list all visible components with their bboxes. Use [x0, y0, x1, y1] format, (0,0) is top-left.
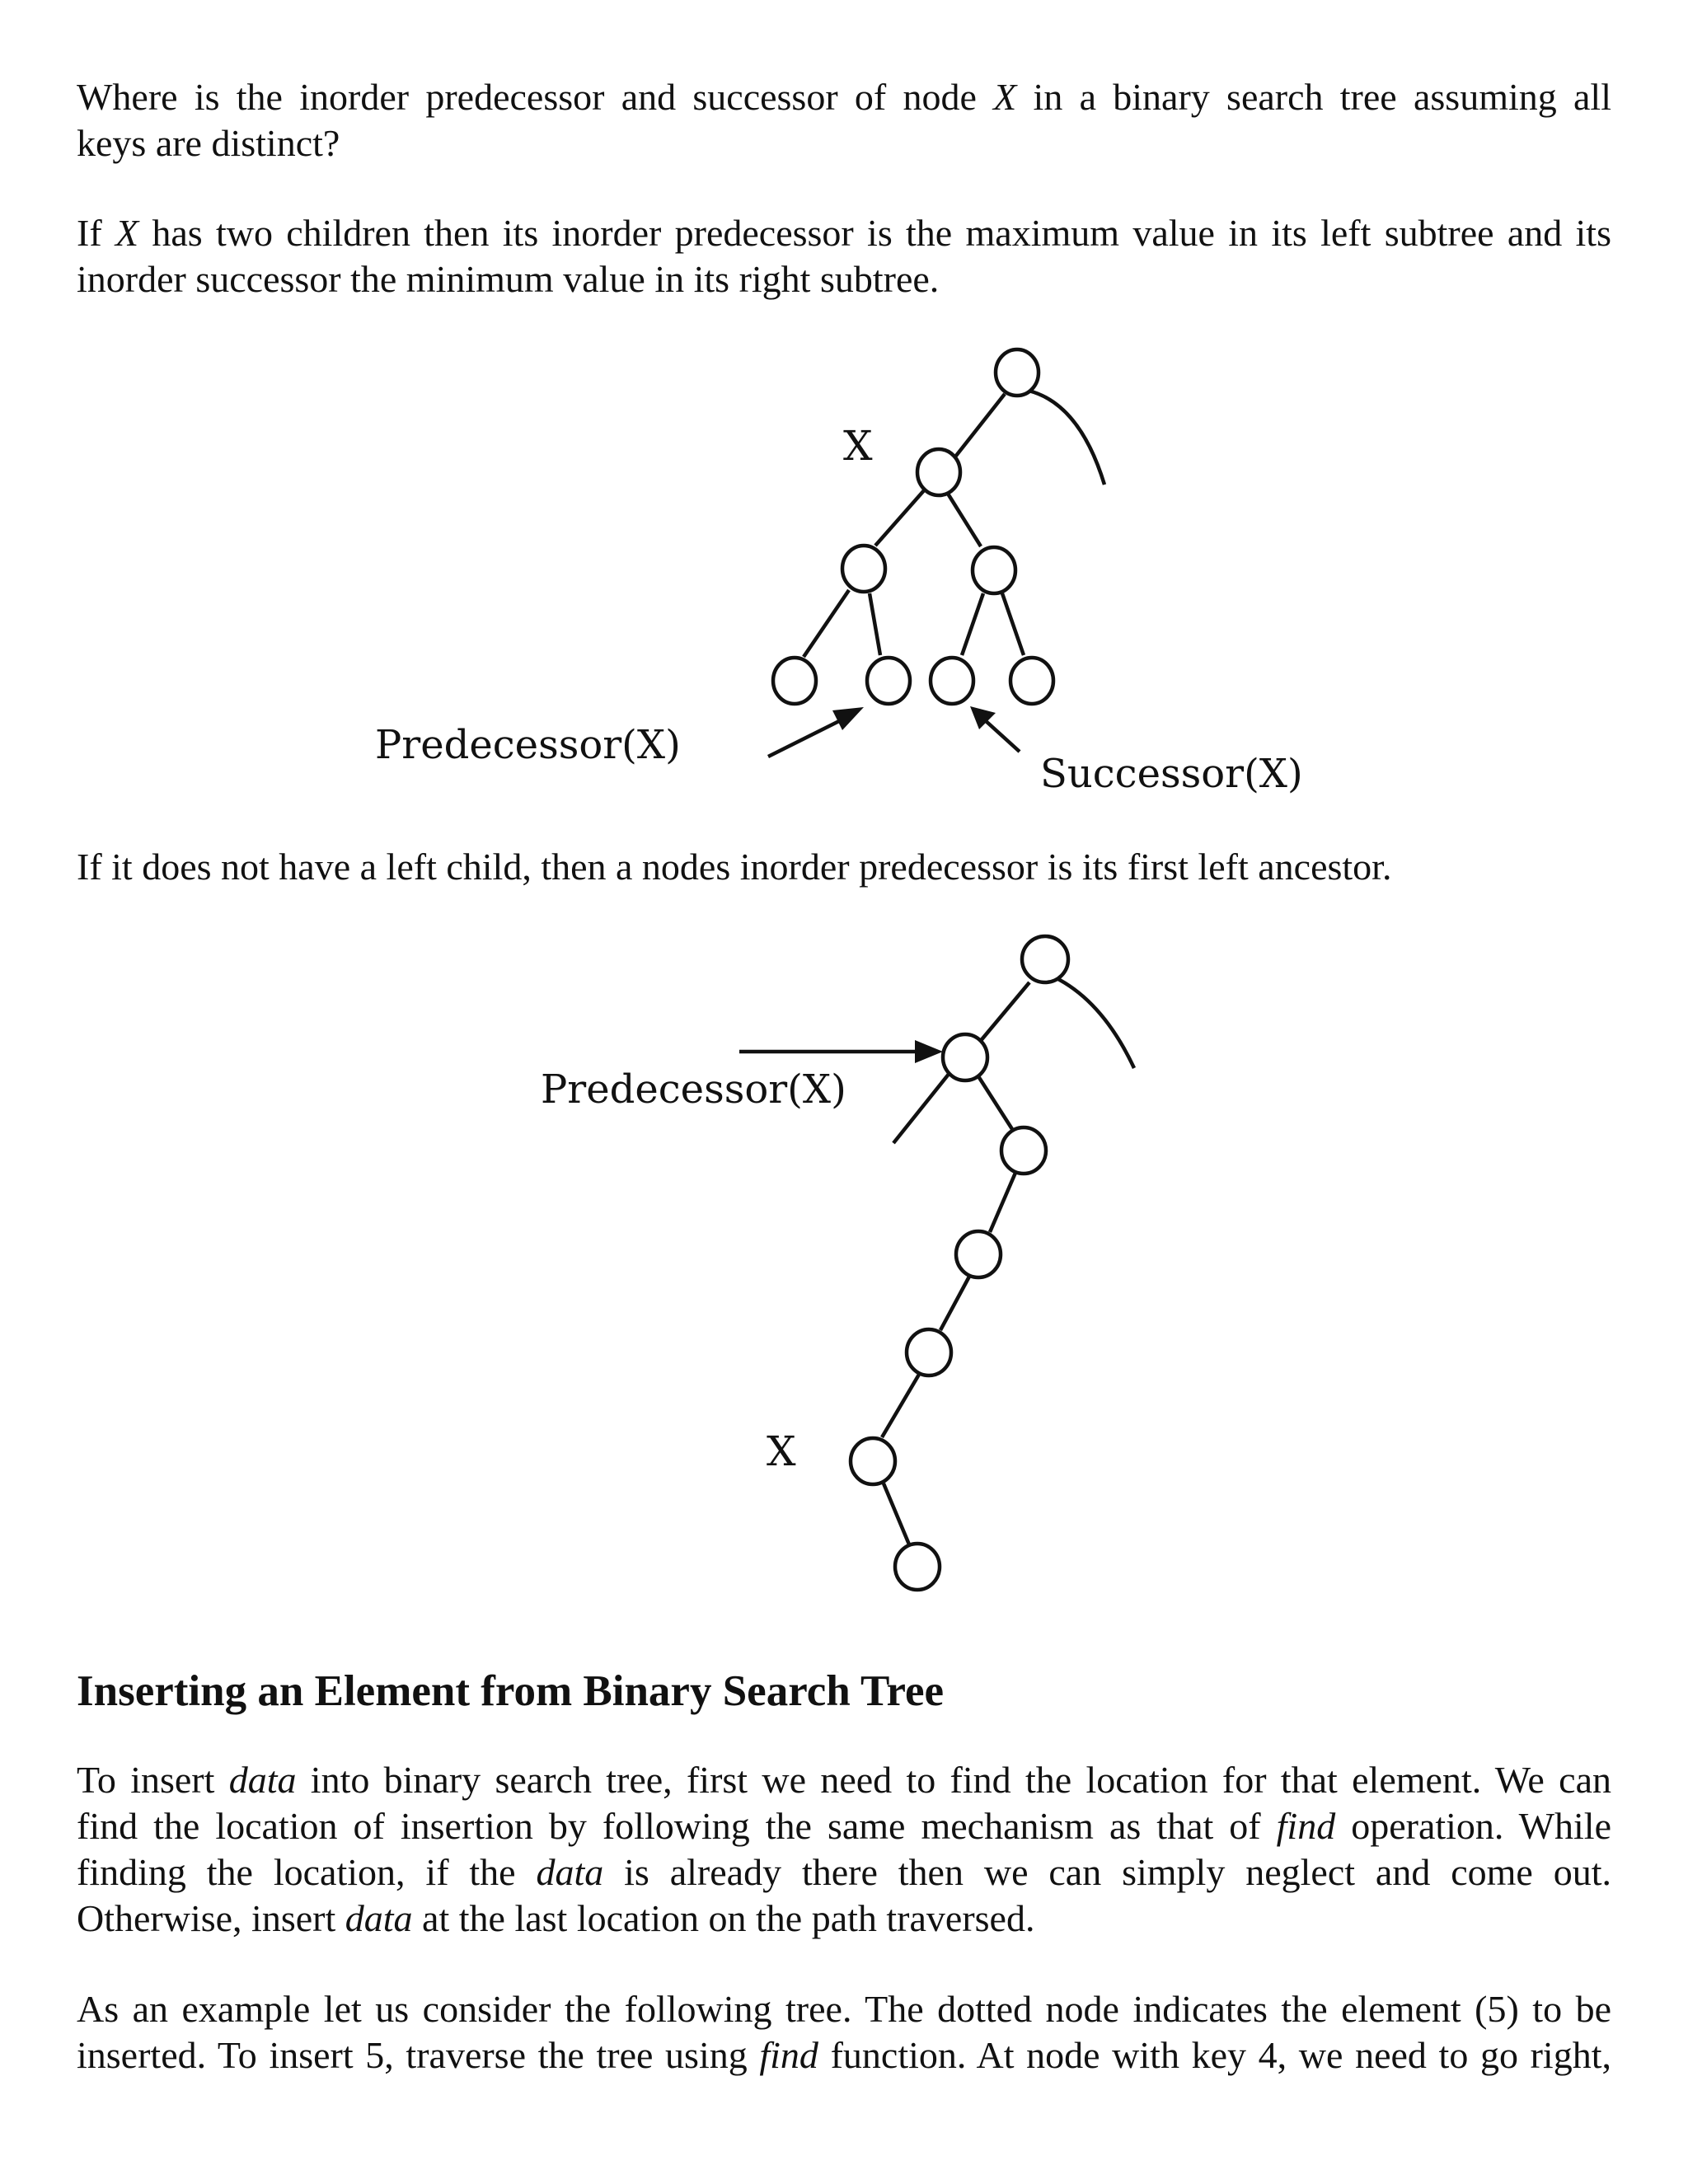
figure-two-children-tree [0, 330, 1688, 816]
edge-chain-3 [882, 1373, 920, 1437]
node-predecessor-leaf [867, 658, 910, 704]
insert-description-paragraph [77, 1757, 1611, 1942]
node-x [851, 1438, 895, 1484]
example-paragraph [77, 1986, 1611, 2079]
node-root [1022, 936, 1068, 982]
question-line-2: keys are distinct? [77, 122, 340, 164]
node-leaf-1 [773, 658, 816, 704]
node-x [917, 449, 960, 495]
node-successor-leaf [931, 658, 973, 704]
node-left-child [842, 546, 885, 592]
no-left-child-line: If it does not have a left child, then a nodes inorder predecessor is its first left ancestor. [77, 846, 1392, 888]
successor-label: Successor(X) [1040, 751, 1303, 797]
node-chain-1 [1001, 1127, 1046, 1174]
section-heading: Inserting an Element from Binary Search Tree [77, 1667, 945, 1715]
predecessor-arrow [768, 707, 864, 757]
edge-chain-2 [940, 1275, 970, 1330]
edge-chain-1 [990, 1173, 1015, 1232]
question-paragraph [77, 74, 1611, 166]
edge-x-right [948, 494, 981, 546]
root-right-subtree-arc [1055, 977, 1134, 1068]
edge-predecessor-right [978, 1076, 1012, 1129]
two-children-line-1: If X has two children then its inorder predecessor is the maximum value in its left subtree and its [77, 212, 1611, 254]
insert-line-1: To insert data into binary search tree, first we need to find the location for that element. We can [77, 1759, 1611, 1801]
edge-x-right [884, 1483, 909, 1544]
x-label: X [767, 1427, 796, 1475]
insert-line-4: Otherwise, insert data at the last location on the path traversed. [77, 1897, 1035, 1939]
example-line-1: As an example let us consider the following tree. The dotted node indicates the element (5) to be [77, 1988, 1611, 2030]
tree-nodes [773, 349, 1053, 704]
predecessor-label: Predecessor(X) [541, 1066, 846, 1113]
edge-x-left [875, 490, 925, 546]
edge-left-leaf1 [804, 590, 849, 657]
figure-no-left-child-tree [0, 923, 1688, 1607]
edge-predecessor-left-stub [893, 1073, 950, 1143]
no-left-child-paragraph [77, 844, 1611, 890]
node-right-child [973, 547, 1015, 593]
tree-edges [882, 977, 1134, 1544]
node-root [996, 349, 1039, 396]
tree-nodes [851, 936, 1068, 1590]
predecessor-arrowhead [832, 707, 864, 730]
edge-right-leaf2 [1002, 593, 1024, 655]
node-chain-2 [956, 1231, 1001, 1277]
question-line-1: Where is the inorder predecessor and successor of node X in a binary search tree assuming all [77, 76, 1611, 118]
edge-right-leaf1 [962, 593, 983, 655]
node-leaf-4 [1010, 658, 1053, 704]
edge-root-predecessor [979, 982, 1029, 1043]
two-children-paragraph [77, 210, 1611, 302]
predecessor-arrowhead [915, 1040, 943, 1063]
predecessor-label: Predecessor(X) [375, 722, 681, 768]
edge-left-leaf2 [870, 593, 880, 655]
insert-line-3: finding the location, if the data is already there then we can simply neglect and come out. [77, 1851, 1612, 1893]
successor-arrow [970, 706, 1020, 752]
two-children-line-2: inorder successor the minimum value in its right subtree. [77, 258, 940, 300]
node-predecessor [943, 1034, 987, 1080]
example-line-2: inserted. To insert 5, traverse the tree using find function. At node with key 4, we need to go right, [77, 2034, 1611, 2076]
edge-root-x [953, 394, 1005, 460]
x-label: X [843, 422, 873, 470]
root-right-subtree-arc [1029, 391, 1104, 485]
node-chain-3 [907, 1329, 951, 1376]
predecessor-arrow [739, 1040, 943, 1063]
insert-line-2: find the location of insertion by following the same mechanism as that of find operation. While [77, 1805, 1612, 1847]
node-x-right-child [895, 1544, 940, 1590]
